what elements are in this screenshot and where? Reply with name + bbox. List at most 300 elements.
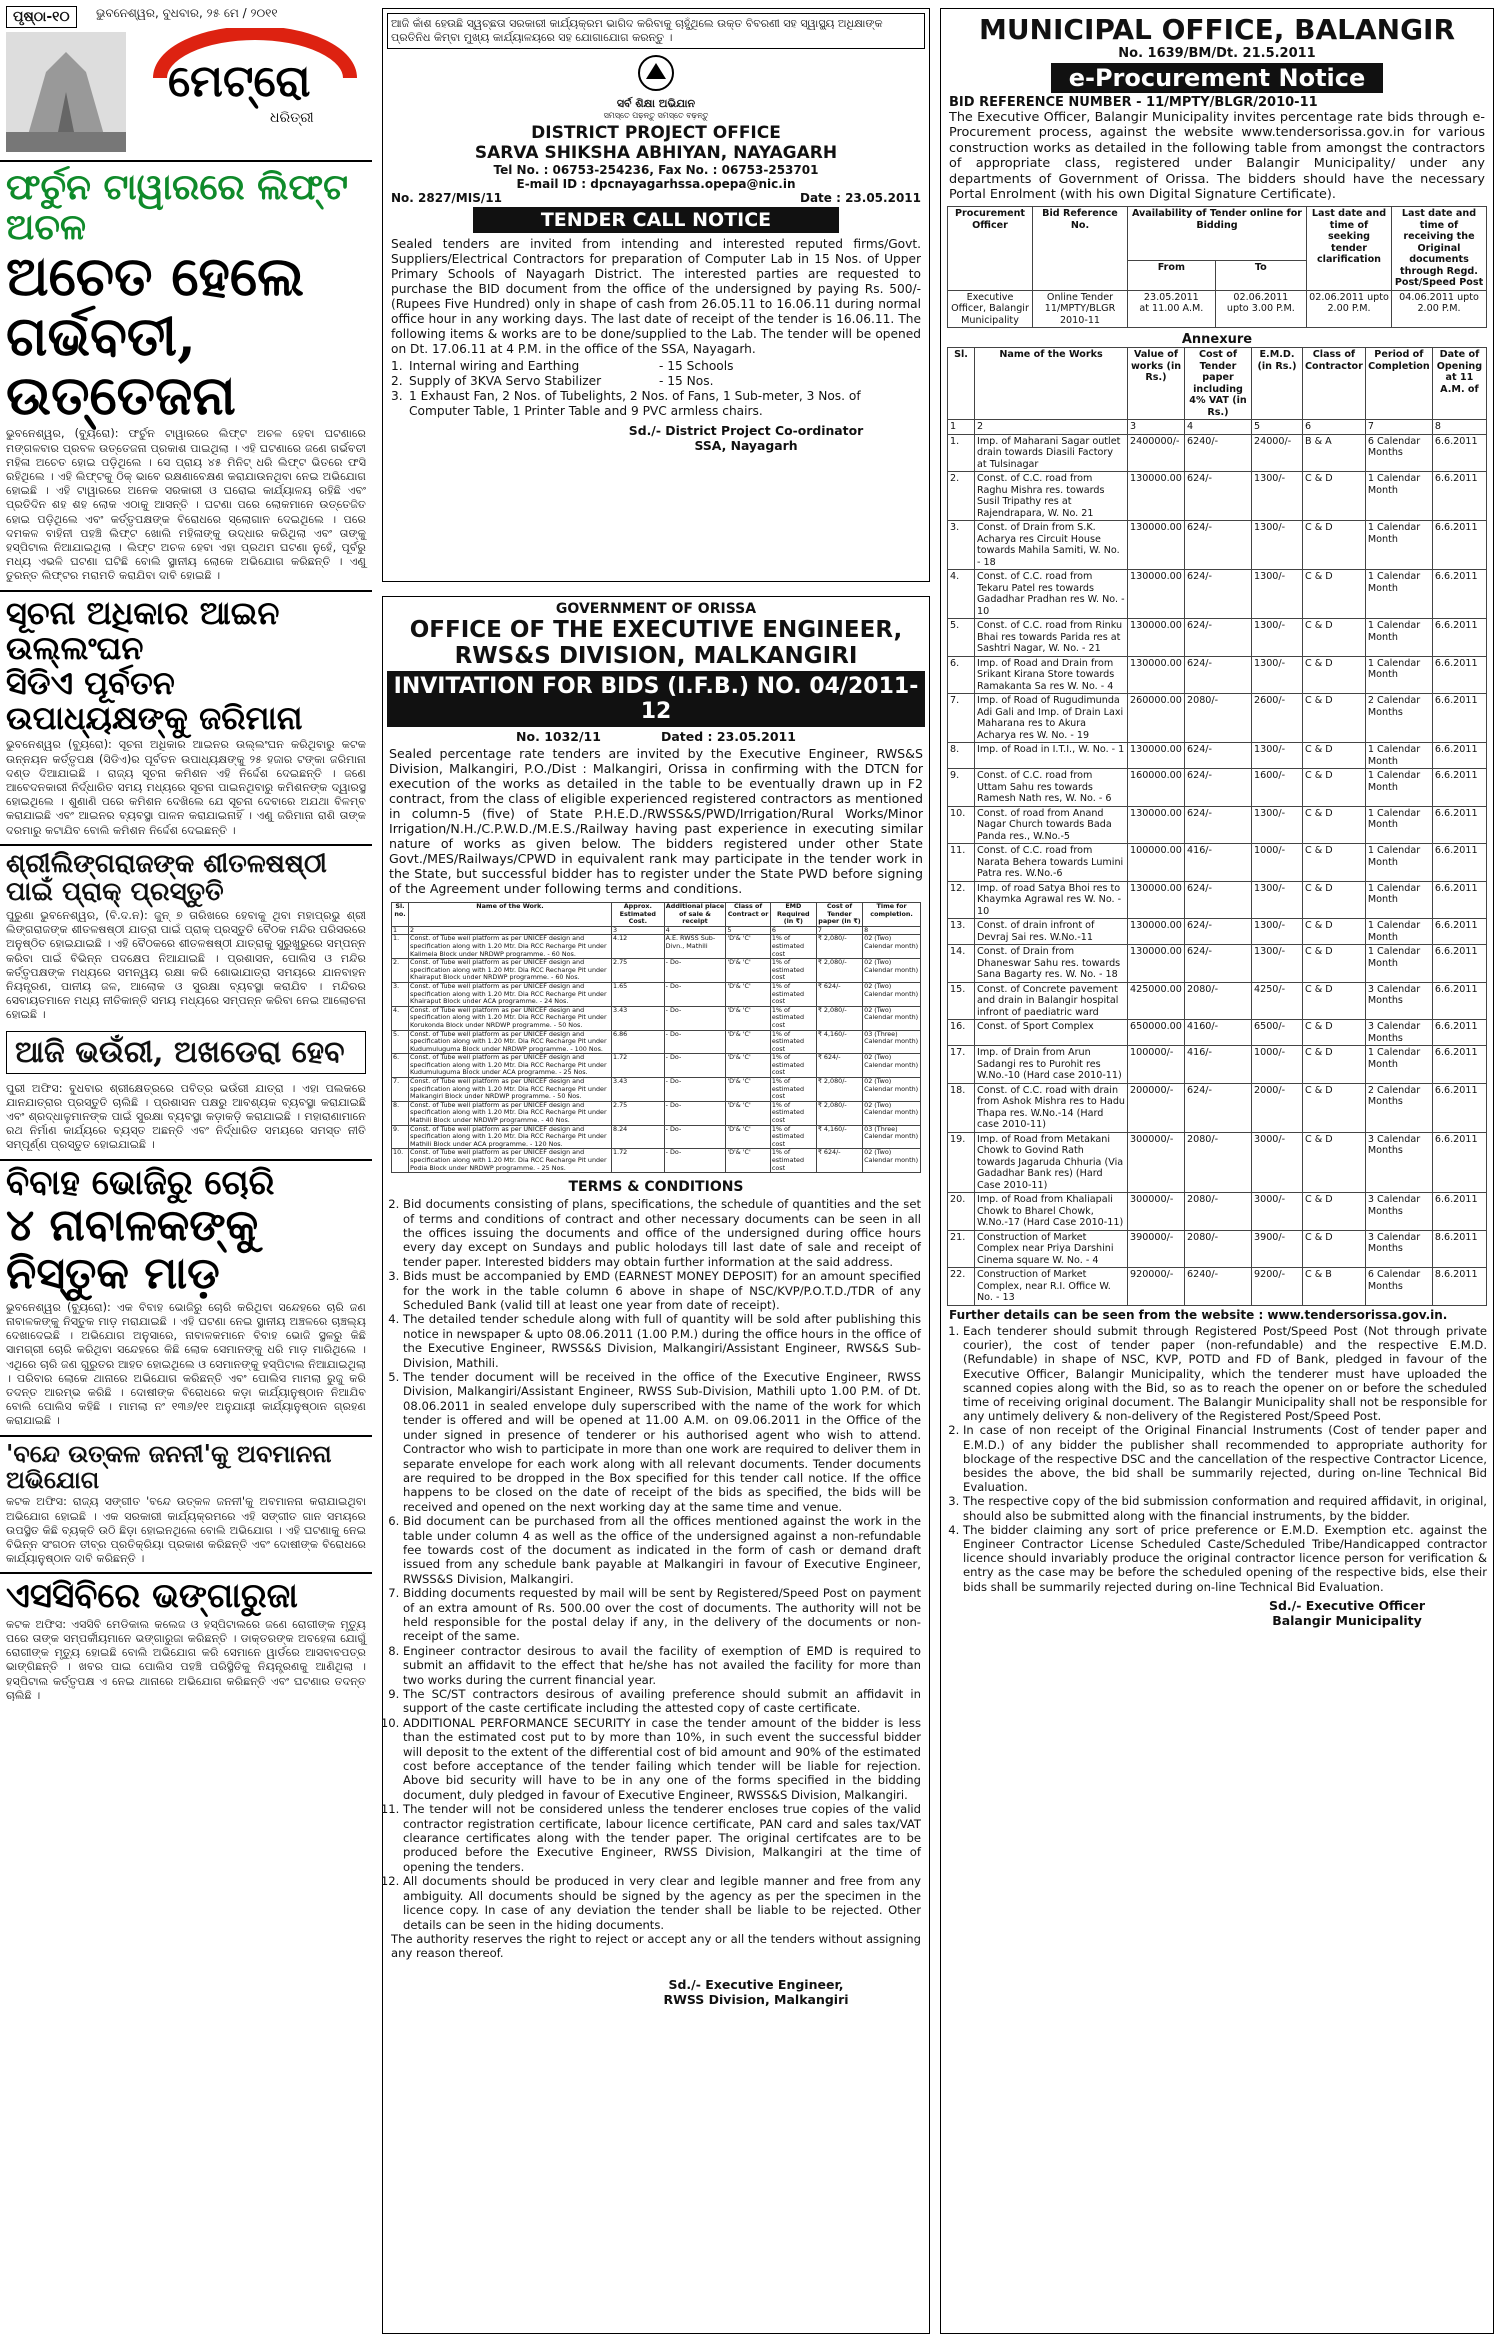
ifb-notice-box: [382, 596, 930, 2334]
table-row: [392, 1030, 921, 1054]
balangir-notice-column: [940, 0, 1499, 2339]
table-cell: 1300/-: [1252, 743, 1303, 769]
page-number: ପୃଷ୍ଠା-୧୦: [6, 6, 77, 28]
masthead-title: ମେଟ୍ରୋ: [168, 56, 311, 107]
divider: [0, 844, 372, 846]
table-cell: 4.: [392, 1006, 409, 1030]
balangir-point: 2. In case of non receipt of the Original Financial Instruments (Cost of tender paper and E.M.D.) of any bidder the publisher shall recommended to appropriate authority for blockage of the respective DSC and the cancellation of the respective Contractor Licence, besides the above, the bid shall be summarily rejected, during on-line Technical Bid Evaluation.: [963, 1423, 1487, 1494]
table-cell: ₹ 4,160/-: [816, 1030, 862, 1054]
table-cell: 11.: [948, 844, 975, 882]
table-cell: Construction of Market Complex near Priya Darshini Cinema square W. No. - 4: [975, 1230, 1128, 1268]
ifb-intro: Sealed percentage rate tenders are invited by the Executive Engineer, RWS&S Division, Malkangiri, P.O./Dist : Malkangiri, Orissa in confirming with the DTCN for execution of the works as detailed in the table to be eventually drawn up in F2 contract, from the class of eligible experienced registered contractors as mentioned in column-5 (five) of State P.H.E.D./RWSS&S/PWD/Irrigation/Rural Works/Minor Irrigation/N.H./C.P.W.D./M.E.S./Railway having past experience in executing similar nature of works as given below. The bidders registered under other State Govt./MES/Railways/CPWD in equivalent rank may participate in the tender work in the State, but successful bidder has to register under the State PWD before signing of the Agreement under following terms and conditions.: [389, 746, 923, 896]
table-cell: 3.: [392, 982, 409, 1006]
table-cell: 1 Calendar Month: [1365, 1046, 1432, 1084]
table-cell: Const. of Concrete pavement and drain in Balangir hospital infront of paediatric ward: [975, 982, 1128, 1020]
table-row: [392, 1101, 921, 1125]
table-cell: 1 Calendar Month: [1365, 656, 1432, 694]
table-cell: Const. of Tube well platform as per UNICEF design and specification along with 1.20 Mtr. Dia RCC Recharge Pit under Mathili Block under ACA programme. - 120 Nos.: [409, 1125, 612, 1149]
table-cell: 6.6.2011: [1432, 1020, 1486, 1046]
table-cell: 1000/-: [1252, 1046, 1303, 1084]
table-cell: 03 (Three) Calendar month): [863, 1030, 921, 1054]
table-cell: 130000.00: [1128, 743, 1185, 769]
table-cell: 2 Calendar Months: [1365, 1083, 1432, 1132]
table-cell: 3 Calendar Months: [1365, 1132, 1432, 1193]
table-cell: 624/-: [1185, 570, 1252, 619]
table-cell: C & D: [1303, 806, 1366, 844]
table-cell: 3900/-: [1252, 1230, 1303, 1268]
table-cell: 1 Calendar Month: [1365, 806, 1432, 844]
table-cell: C & D: [1303, 521, 1366, 570]
table-cell: ₹ 2,080/-: [816, 1006, 862, 1030]
table-cell: 1% of estimated cost: [770, 1125, 816, 1149]
table-cell: ₹ 624/-: [816, 1054, 862, 1078]
table-cell: 6.6.2011: [1432, 1132, 1486, 1193]
date-line: ଭୁବନେଶ୍ୱର, ବୁଧବାର, ୨୫ ମେ / ୨୦୧୧: [96, 6, 278, 20]
table-cell: 650000.00: [1128, 1020, 1185, 1046]
table-cell: C & D: [1303, 982, 1366, 1020]
table-cell: 2 Calendar Months: [1365, 694, 1432, 743]
table-cell: 12.: [948, 881, 975, 919]
table-cell: 2080/-: [1185, 982, 1252, 1020]
table-cell: 6.86: [612, 1030, 665, 1054]
ifb-office-line2: RWS&S DIVISION, MALKANGIRI: [454, 643, 858, 669]
table-cell: 6.6.2011: [1432, 521, 1486, 570]
annexure-table: [947, 347, 1487, 1306]
table-cell: 6.6.2011: [1432, 656, 1486, 694]
table-cell: 2.75: [612, 959, 665, 983]
table-cell: 'D'& 'C': [726, 1006, 770, 1030]
table-row: [948, 434, 1487, 472]
table-cell: 130000.00: [1128, 919, 1185, 945]
terms-item: 8. Engineer contractor desirous to avail the facility of exemption of EMD is required to submit an affidavit to the effect that he/she has not availed the facility for more than two works during the current financial year.: [403, 1644, 921, 1687]
table-cell: 5.: [948, 619, 975, 657]
metro-logo: [150, 28, 360, 132]
ifb-date: Dated : 23.05.2011: [660, 729, 796, 744]
table-cell: 6.6.2011: [1432, 434, 1486, 472]
table-cell: 3.43: [612, 1006, 665, 1030]
table-row: [392, 982, 921, 1006]
table-cell: 'D'& 'C': [726, 959, 770, 983]
table-cell: 6.6.2011: [1432, 694, 1486, 743]
scb-story: କଟକ ଅଫିସ: ଏସସିବି ମେଡିକାଲ କଲେଜ ଓ ହସ୍ପିଟାଲରେ ଜଣେ ରୋଗୀଙ୍କ ମୃତ୍ୟୁ ପରେ ତାଙ୍କ ସମ୍ପର୍କୀୟମାନେ ଭଙ୍ଗାରୁଜା କରିଛନ୍ତି । ଡାକ୍ତରଙ୍କ ଅବହେଳା ଯୋଗୁଁ ରୋଗୀଙ୍କ ମୃତ୍ୟୁ ହୋଇଛି ବୋଲି ଅଭିଯୋଗ କରି ସେମାନେ ୱାର୍ଡରେ ଆସବାବପତ୍ର ଭାଙ୍ଗିଛନ୍ତି । ଖବର ପାଇ ପୋଲିସ ପହଞ୍ଚି ପରିସ୍ଥିତିକୁ ନିୟନ୍ତ୍ରଣକୁ ଆଣିଥିଲା । ହସ୍ପିଟାଲ କର୍ତ୍ତୃପକ୍ଷ ଏ ନେଇ ଥାନାରେ ଅଭିଯୋଗ କରିଛନ୍ତି ଏବଂ ଘଟଣାର ତଦନ୍ତ ଚାଲିଛି ।: [6, 1617, 366, 1702]
table-row: [948, 919, 1487, 945]
ifb-no: No. 1032/11: [516, 729, 601, 744]
table-cell: 02 (Two) Calendar month): [863, 982, 921, 1006]
terms-item: 3. Bids must be accompanied by EMD (EARNEST MONEY DEPOSIT) for an amount specified for the work in the table column 6 above in shape of NSC/KVP/P.O.T.D./TDR of any Scheduled Bank (valid till at least one year from date of receipt).: [403, 1269, 921, 1312]
table-cell: 3000/-: [1252, 1193, 1303, 1231]
table-cell: 200000/-: [1128, 1083, 1185, 1132]
table-header: From To: [948, 261, 1487, 291]
table-cell: C & D: [1303, 694, 1366, 743]
table-cell: ₹ 2,080/-: [816, 935, 862, 959]
table-cell: 6.6.2011: [1432, 982, 1486, 1020]
table-cell: 1% of estimated cost: [770, 1078, 816, 1102]
table-cell: 10.: [948, 806, 975, 844]
table-cell: Const. of Tube well platform as per UNICEF design and specification along with 1.20 Mtr. Dia RCC Recharge Pit under Khairaput Block under NRDWP programme. - 60 Nos.: [409, 959, 612, 983]
table-header: Sl. no. Name of the Work. Approx. Estimated Cost. Additional place of sale & receipt Class of Contract or EMD Required (in ₹) Cost of Tender paper (in ₹) Time for completion.: [392, 903, 921, 927]
table-cell: B & A: [1303, 434, 1366, 472]
table-cell: 2.: [948, 472, 975, 521]
table-cell: 1300/-: [1252, 656, 1303, 694]
table-cell: 02 (Two) Calendar month): [863, 935, 921, 959]
table-cell: 02 (Two) Calendar month): [863, 1054, 921, 1078]
table-cell: 1% of estimated cost: [770, 1030, 816, 1054]
rti-subheadline: ସିଡିଏ ପୂର୍ବତନ ଉପାଧ୍ୟକ୍ଷଙ୍କୁ ଜରିମାନା: [6, 663, 303, 738]
ssa-body: Sealed tenders are invited from intending and interested reputed firms/Govt. Suppliers/Electrical Contractors for preparation of Computer Lab in 15 Nos. of Upper Primary Schools of Nayagarh District. The interested parties are requested to purchase the BID document from the office of the undersigned by paying Rs. 500/- (Rupees Five Hundred) only in shape of cash from 26.05.11 to 16.06.11 during normal office hour in any working days. The last date of receipt of the tender is 16.06.11. The following items & works are to be done/supplied to the Lab. The tender will be opened on Dt. 17.06.11 at 4 P.M. in the office of the SSA, Nayagarh.: [391, 237, 921, 356]
table-cell: Const. of Tube well platform as per UNICEF design and specification along with 1.20 Mtr. Dia RCC Recharge Pit under Kudumuluguma Block under ACA programme. - 25 Nos.: [409, 1054, 612, 1078]
ifb-works-table: [391, 902, 921, 1173]
table-cell: 130000.00: [1128, 472, 1185, 521]
table-cell: Const. of Tube well platform as per UNICEF design and specification along with 1.20 Mtr. Dia RCC Recharge Pit under Kudumuluguma Block under NRDWP programme. - 100 Nos.: [409, 1030, 612, 1054]
terms-item: 11. The tender will not be considered unless the tenderer encloses true copies of the valid contractor registration certificate, labour licence certificate, PAN card and sales tax/VAT clearance certificates along with the tender paper. The original certifcates are to be produced before the Executive Engineer, RWSS Division, Malkangiri at the time of opening the tenders.: [403, 1802, 921, 1874]
table-cell: Const. of C.C. road from Narata Behera towards Lumini Patra res. W.No.-6: [975, 844, 1128, 882]
table-row: [948, 694, 1487, 743]
ssa-logo-icon: [636, 53, 676, 93]
table-cell: Const. of Tube well platform as per UNICEF design and specification along with 1.20 Mtr. Dia RCC Recharge Pit under Podia Block under NRDWP programme. - 25 Nos.: [409, 1149, 612, 1173]
table-cell: - Do-: [664, 1054, 726, 1078]
table-row: [948, 656, 1487, 694]
table-cell: 8.: [392, 1101, 409, 1125]
table-cell: 'D'& 'C': [726, 982, 770, 1006]
table-cell: 'D'& 'C': [726, 1125, 770, 1149]
table-cell: C & B: [1303, 1268, 1366, 1306]
table-cell: 3.: [948, 521, 975, 570]
balangir-intro: The Executive Officer, Balangir Municipality invites percentage rate bids through e-Procurement process, against the website www.tendersorissa.gov.in for various construction works as detailed in the following table from amongst the contractors of appropriate class, registered under Balangir Municipality/ under any departments of Government of Orissa. The bidders should have the necessary Portal Enrolment (with his own Digital Signature Certificate).: [949, 110, 1485, 203]
table-cell: 920000/-: [1128, 1268, 1185, 1306]
masthead: [0, 0, 372, 162]
table-cell: 2080/-: [1185, 1230, 1252, 1268]
table-cell: 13.: [948, 919, 975, 945]
ifb-signature-office: RWSS Division, Malkangiri: [663, 1991, 849, 2007]
table-cell: Const. of C.C. road from Rinku Bhai res towards Parida res at Sashtri Nagar, W. No. - 21: [975, 619, 1128, 657]
ssa-email: E-mail ID : dpcnayagarhssa.opepa@nic.in: [516, 177, 796, 191]
table-cell: Const. of Tube well platform as per UNICEF design and specification along with 1.20 Mtr. Dia RCC Recharge Pit under Kalimela Block under NRDWP programme. - 60 Nos.: [409, 935, 612, 959]
table-cell: 6.: [392, 1054, 409, 1078]
table-row: [948, 619, 1487, 657]
table-cell: 8.6.2011: [1432, 1268, 1486, 1306]
table-row: [948, 743, 1487, 769]
table-row: [948, 1230, 1487, 1268]
table-row: [392, 1054, 921, 1078]
table-cell: 02 (Two) Calendar month): [863, 1149, 921, 1173]
table-cell: Imp. of Maharani Sagar outlet drain towards Diasili Factory at Tulsinagar: [975, 434, 1128, 472]
anthem-headline: 'ବନ୍ଦେ ଉତ୍କଳ ଜନନୀ'କୁ ଅବମାନନା ଅଭିଯୋଗ: [6, 1438, 332, 1494]
annexure-title: Annexure: [1181, 332, 1253, 348]
terms-item: 9. The SC/ST contractors desirous of availing preference should submit an affidavit in support of the caste certificate including the attested copy of caste certificate.: [403, 1687, 921, 1716]
table-cell: 416/-: [1185, 1046, 1252, 1084]
masthead-subtitle: ଧରିତ୍ରୀ: [270, 110, 314, 126]
table-cell: 6.6.2011: [1432, 919, 1486, 945]
table-cell: 130000.00: [1128, 806, 1185, 844]
table-cell: 1 Calendar Month: [1365, 472, 1432, 521]
table-cell: 16.: [948, 1020, 975, 1046]
table-cell: 17.: [948, 1046, 975, 1084]
table-row: [392, 1078, 921, 1102]
table-cell: 3 Calendar Months: [1365, 1230, 1432, 1268]
table-cell: Const. of C.C. road from Uttam Sahu res towards Ramesh Nath res, W. No. - 6: [975, 769, 1128, 807]
table-cell: 20.: [948, 1193, 975, 1231]
table-cell: C & D: [1303, 1230, 1366, 1268]
table-cell: 1 Calendar Month: [1365, 919, 1432, 945]
table-cell: 9200/-: [1252, 1268, 1303, 1306]
table-cell: 6.6.2011: [1432, 769, 1486, 807]
table-cell: 15.: [948, 982, 975, 1020]
table-cell: 1300/-: [1252, 945, 1303, 983]
table-cell: 624/-: [1185, 472, 1252, 521]
table-cell: 19.: [948, 1132, 975, 1193]
table-cell: 02 (Two) Calendar month): [863, 959, 921, 983]
table-cell: 2080/-: [1185, 694, 1252, 743]
table-cell: 1300/-: [1252, 472, 1303, 521]
table-cell: Imp. of Road of Rugudimunda Adi Gali and Imp. of Drain Laxi Maharana res to Akura Acharya res W. No. - 19: [975, 694, 1128, 743]
table-cell: 1 Calendar Month: [1365, 743, 1432, 769]
table-cell: 300000/-: [1128, 1193, 1185, 1231]
table-row: [392, 935, 921, 959]
table-row: [948, 1268, 1487, 1306]
table-cell: 624/-: [1185, 1083, 1252, 1132]
table-cell: C & D: [1303, 1132, 1366, 1193]
table-cell: 3 Calendar Months: [1365, 1193, 1432, 1231]
table-cell: Const. of Drain from Dhaneswar Sahu res. towards Sana Bagarty res. W. No. - 18: [975, 945, 1128, 983]
table-cell: 1.65: [612, 982, 665, 1006]
table-row: [948, 521, 1487, 570]
terms-item: 4. The detailed tender schedule along with full of quantity will be sold after publishing this notice in newspaper & upto 08.06.2011 (1.00 P.M.) during the office hours in the office of the Executive Engineer, RWSS&S Division, Malkangiri/Assistant Engineer, RWS&S Sub-Division, Mathili.: [403, 1312, 921, 1370]
table-cell: Const. of Tube well platform as per UNICEF design and specification along with 1.20 Mtr. Dia RCC Recharge Pit under Korukonda Block under NRDWP programme. - 50 Nos.: [409, 1006, 612, 1030]
table-cell: 2600/-: [1252, 694, 1303, 743]
table-cell: C & D: [1303, 945, 1366, 983]
table-cell: Imp. of Road from Metakani Chowk to Govind Rath towards Jagaruda Chhuria (Via Gadadhar Bank res) (Hard Case 2010-11): [975, 1132, 1128, 1193]
table-cell: 1000/-: [1252, 844, 1303, 882]
table-row: [948, 945, 1487, 983]
table-cell: 260000.00: [1128, 694, 1185, 743]
table-cell: 624/-: [1185, 881, 1252, 919]
table-cell: ₹ 2,080/-: [816, 1078, 862, 1102]
table-cell: 416/-: [1185, 844, 1252, 882]
table-row: [948, 982, 1487, 1020]
table-cell: Const. of Tube well platform as per UNICEF design and specification along with 1.20 Mtr. Dia RCC Recharge Pit under Malkangiri Block under NRDWP programme. - 50 Nos.: [409, 1078, 612, 1102]
table-cell: - Do-: [664, 1030, 726, 1054]
table-cell: 8.24: [612, 1125, 665, 1149]
table-cell: 10.: [392, 1149, 409, 1173]
anthem-story: କଟକ ଅଫିସ: ରାଜ୍ୟ ସଙ୍ଗୀତ 'ବନ୍ଦେ ଉତ୍କଳ ଜନନୀ'କୁ ଅବମାନନା କରାଯାଇଥିବା ଅଭିଯୋଗ ହୋଇଛି । ଏକ ସରକାରୀ କାର୍ଯ୍ୟକ୍ରମରେ ଏହି ସଙ୍ଗୀତ ଗାନ ସମୟରେ ଉପସ୍ଥିତ କିଛି ବ୍ୟକ୍ତି ଉଠି ଛିଡ଼ା ହୋଇନଥିଲେ ବୋଲି ଅଭିଯୋଗ । ଏହି ଘଟଣାକୁ ନେଇ ବିଭିନ୍ନ ସଂଗଠନ ତୀବ୍ର ପ୍ରତିକ୍ରିୟା ପ୍ରକାଶ କରିଛନ୍ତି ଏବଂ ଦୋଷୀଙ୍କ ବିରୋଧରେ କାର୍ଯ୍ୟାନୁଷ୍ଠାନ ଦାବି କରିଛନ୍ତି ।: [6, 1495, 366, 1566]
table-cell: 6.6.2011: [1432, 743, 1486, 769]
table-cell: 'D'& 'C': [726, 1030, 770, 1054]
table-cell: ₹ 2,080/-: [816, 1101, 862, 1125]
table-cell: 6500/-: [1252, 1020, 1303, 1046]
further-details: Further details can be seen from the website : www.tendersorissa.gov.in.: [949, 1307, 1448, 1322]
table-cell: Imp. of Road and Drain from Srikant Kirana Store towards Ramakanta Sa res W. No. - 4: [975, 656, 1128, 694]
ssa-org: SARVA SHIKSHA ABHIYAN, NAYAGARH: [474, 143, 838, 163]
scb-headline: ଏସସିବିରେ ଭଙ୍ଗାରୁଜା: [6, 1576, 298, 1617]
table-cell: 'D'& 'C': [726, 1054, 770, 1078]
lingaraj-story: ପୁରୁଣା ଭୁବନେଶ୍ୱର, (ବି.ଦ.ନ): ଜୁନ୍ ୭ ତାରିଖରେ ହେବାକୁ ଥିବା ମହାପ୍ରଭୁ ଶ୍ରୀ ଲିଙ୍ଗରାଜଙ୍କ ଶୀତଳଷଷ୍ଠୀ ଯାତ୍ରା ପାଇଁ ପ୍ରାକ୍ ପ୍ରସ୍ତୁତି ବୈଠକ ମନ୍ଦିର ପରିସରରେ ଅନୁଷ୍ଠିତ ହୋଇଯାଇଛି । ଏହି ବୈଠକରେ ଶୀତଳଷଷ୍ଠୀ ଯାତ୍ରାକୁ ସୁରୁଖୁରୁରେ ସମ୍ପନ୍ନ କରିବା ପାଇଁ ବିଭିନ୍ନ ପଦକ୍ଷେପ ନିଆଯାଇଛି । ପ୍ରଶାସନ, ପୋଲିସ ଓ ମନ୍ଦିର କର୍ତ୍ତୃପକ୍ଷଙ୍କ ମଧ୍ୟରେ ସମନ୍ୱୟ ରକ୍ଷା କରି ଶୋଭାଯାତ୍ରା ସମୟରେ ଯାନବାହନ ନିୟନ୍ତ୍ରଣ, ପାନୀୟ ଜଳ, ଆଲୋକ ଓ ସୁରକ୍ଷା ବ୍ୟବସ୍ଥା କରାଯିବ । ମନ୍ଦିରର ସେବାୟତମାନେ ମଧ୍ୟ ନୀତିକାନ୍ତି ସମୟ ମଧ୍ୟରେ ସମ୍ପନ୍ନ କରିବା ନେଇ ଆଲୋଚନା ହୋଇଛି ।: [6, 908, 366, 1022]
table-row: [948, 472, 1487, 521]
table-cell: 6.: [948, 656, 975, 694]
table-cell: 130000.00: [1128, 570, 1185, 619]
table-row: [948, 1132, 1487, 1193]
ifb-table-body: [392, 935, 921, 1173]
table-row: [948, 806, 1487, 844]
table-cell: C & D: [1303, 769, 1366, 807]
table-cell: 3.43: [612, 1078, 665, 1102]
table-cell: 6.6.2011: [1432, 945, 1486, 983]
table-cell: 130000.00: [1128, 656, 1185, 694]
bhaunri-story: ପୁରୀ ଅଫିସ: ବୁଧବାର ଶ୍ରୀକ୍ଷେତ୍ରରେ ପବିତ୍ର ଭଉଁରୀ ଯାତ୍ରା । ଏହା ପଲକରେ ଯାନଯାତ୍ରାର ପ୍ରସ୍ତୁତି ଚାଲିଛି । ପ୍ରଶାସନ ପକ୍ଷରୁ ଆବଶ୍ୟକ ବ୍ୟବସ୍ଥା କରାଯାଇଛି ଏବଂ ଶ୍ରଦ୍ଧାଳୁମାନଙ୍କ ପାଇଁ ସୁରକ୍ଷା ବ୍ୟବସ୍ଥା କଡ଼ାକଡ଼ି କରାଯାଇଛି । ମହାରାଣାମାନେ ରଥ ନିର୍ମାଣ କାର୍ଯ୍ୟରେ ବ୍ୟସ୍ତ ଅଛନ୍ତି ଏବଂ ନିର୍ଦ୍ଧାରିତ ସମୟରେ ସମସ୍ତ ନୀତି ସମ୍ପୂର୍ଣ୍ଣ ପ୍ରସ୍ତୁତ ହୋଇଯାଇଛି ।: [6, 1081, 366, 1152]
table-cell: Const. of road from Anand Nagar Church towards Bada Panda res., W.No.-5: [975, 806, 1128, 844]
table-cell: 100000/-: [1128, 1046, 1185, 1084]
table-cell: Const. of C.C. road with drain from Ashok Mishra res to Hadu Thapa res. W.No.-14 (Hard case 2010-11): [975, 1083, 1128, 1132]
table-cell: - Do-: [664, 1006, 726, 1030]
table-cell: 130000.00: [1128, 521, 1185, 570]
table-row: [392, 1006, 921, 1030]
table-cell: 4.12: [612, 935, 665, 959]
balangir-title: MUNICIPAL OFFICE, BALANGIR: [978, 13, 1456, 46]
bhaunri-headline: ଆଜି ଭଉଁରୀ, ଅଖଡେରା ହେବ: [6, 1031, 366, 1074]
ssa-item: 1. Internal wiring and Earthing - 15 Schools: [391, 359, 734, 373]
table-cell: 1600/-: [1252, 769, 1303, 807]
table-cell: C & D: [1303, 1046, 1366, 1084]
table-cell: 6.6.2011: [1432, 1193, 1486, 1231]
table-cell: 'D'& 'C': [726, 1078, 770, 1102]
rti-story: ଭୁବନେଶ୍ୱର (ବ୍ୟୁରୋ): ସୂଚନା ଅଧିକାର ଆଇନର ଉଲ୍ଲଂଘନ କରିଥିବାରୁ କଟକ ଉନ୍ନୟନ କର୍ତ୍ତୃପକ୍ଷ (ସିଡିଏ)ର ପୂର୍ବତନ ଉପାଧ୍ୟକ୍ଷଙ୍କୁ ୨୫ ହଜାର ଟଙ୍କା ଜରିମାନା ଦଣ୍ଡ ଦିଆଯାଇଛି । ରାଜ୍ୟ ସୂଚନା କମିଶନ ଏହି ନିର୍ଦ୍ଦେଶ ଦେଇଛନ୍ତି । ଜଣେ ଆବେଦନକାରୀ ନିର୍ଦ୍ଧାରିତ ସମୟ ମଧ୍ୟରେ ସୂଚନା ପାଇନଥିବାରୁ କମିଶନଙ୍କ ଦ୍ୱାରସ୍ଥ ହୋଇଥିଲେ । ଶୁଣାଣି ପରେ କମିଶନ ଦେଖିଲେ ଯେ ସୂଚନା ଦେବାରେ ଅଯଥା ବିଳମ୍ବ କରାଯାଇଛି ଏବଂ ଆଇନର ବ୍ୟବସ୍ଥା ପାଳନ କରାଯାଇନାହିଁ । ଏଣୁ ଜରିମାନା ରାଶି ତାଙ୍କ ଦରମାରୁ କଟାଯିବ ବୋଲି କମିଶନ ନିର୍ଦ୍ଦେଶ ଦେଇଛନ୍ତି ।: [6, 738, 366, 837]
table-cell: C & D: [1303, 1083, 1366, 1132]
table-cell: 6240/-: [1185, 1268, 1252, 1306]
table-cell: 1.72: [612, 1149, 665, 1173]
table-cell: 02 (Two) Calendar month): [863, 1078, 921, 1102]
table-cell: Const. of drain infront of Devraj Sai res. W.No.-11: [975, 919, 1128, 945]
table-cell: 3 Calendar Months: [1365, 982, 1432, 1020]
table-cell: 624/-: [1185, 919, 1252, 945]
table-cell: C & D: [1303, 656, 1366, 694]
table-cell: 18.: [948, 1083, 975, 1132]
table-cell: 4250/-: [1252, 982, 1303, 1020]
table-row: [948, 844, 1487, 882]
terms-item: 12. All documents should be produced in very clear and legible manner and free from any ambiguity. All documents should be signed by the agency as per the specimen in the licence copy. In case of any deviation the tender shall be liable to be rejected. Other details can be seen in the hiding documents.: [403, 1874, 921, 1932]
table-cell: 1% of estimated cost: [770, 1054, 816, 1078]
table-cell: 2400000/-: [1128, 434, 1185, 472]
ssa-top-note: ଆଜି କାଁଶ ହେଉଛି ସ୍ୱଚ୍ଛତା ସରକାରୀ କାର୍ଯ୍ୟକ୍ରମ ଭାଗିଦ କରିବାକୁ ଚାହୁଁଥିଲେ ଉକ୍ତ ବିବରଣୀ ସହ ସ୍ୱାସ୍ଥ୍ୟ ଅଧିକ୍ଷାଙ୍କ ପ୍ରତିନିଧ କିମ୍ବା ମୁଖ୍ୟ କାର୍ଯ୍ୟାଳୟରେ ସହ ଯୋଗାଯୋଗ କରନ୍ତୁ ।: [387, 13, 925, 49]
table-cell: C & D: [1303, 844, 1366, 882]
table-cell: 1% of estimated cost: [770, 1006, 816, 1030]
balangir-points-list: [941, 1324, 1493, 1594]
table-cell: 'D'& 'C': [726, 1101, 770, 1125]
table-cell: 624/-: [1185, 769, 1252, 807]
table-cell: 22.: [948, 1268, 975, 1306]
table-cell: 'D'& 'C': [726, 935, 770, 959]
table-cell: Const. of C.C. road from Raghu Mishra res. towards Susil Tripathy res at Rajendrapara, W. No. 21: [975, 472, 1128, 521]
bid-reference: BID REFERENCE NUMBER - 11/MPTY/BLGR/2010-11: [949, 95, 1318, 110]
table-row: [392, 959, 921, 983]
table-cell: 624/-: [1185, 656, 1252, 694]
theft-story: ଭୁବନେଶ୍ୱର (ବ୍ୟୁରୋ): ଏକ ବିବାହ ଭୋଜିରୁ ଚୋରି କରିଥିବା ସନ୍ଦେହରେ ଚାରି ଜଣ ନାବାଳକଙ୍କୁ ନିସ୍ତୁକ ମାଡ଼ ମରାଯାଇଛି । ଏହି ଘଟଣା ନେଇ ସ୍ଥାନୀୟ ଅଞ୍ଚଳରେ ଚାଞ୍ଚଲ୍ୟ ଦେଖାଦେଇଛି । ଅଭିଯୋଗ ଅନୁସାରେ, ନାବାଳକମାନେ ବିବାହ ଭୋଜି ସ୍ଥଳରୁ କିଛି ସାମଗ୍ରୀ ଚୋରି କରିଥିବା ସନ୍ଦେହରେ କିଛି ଲୋକ ସେମାନଙ୍କୁ ଧରି ମାଡ଼ ମାରିଥିଲେ । ଏଥିରେ ଚାରି ଜଣ ଗୁରୁତର ଆହତ ହୋଇଥିଲେ ଓ ସେମାନଙ୍କୁ ହସ୍ପିଟାଲ ନିଆଯାଇଥିଲା । ପରିବାର ଲୋକେ ଥାନାରେ ଅଭିଯୋଗ କରିଛନ୍ତି ଏବଂ ପୋଲିସ ମାମଲା ରୁଜୁ କରି ତଦନ୍ତ ଆରମ୍ଭ କରିଛି । ଦୋଷୀଙ୍କ ବିରୋଧରେ କଡ଼ା କାର୍ଯ୍ୟାନୁଷ୍ଠାନ ନିଆଯିବ ବୋଲି ପୋଲିସ କହିଛି । ମାମଲା ନଂ ୧୩୬/୧୧ ଅନୁଯାୟୀ କାର୍ଯ୍ୟାନୁଷ୍ଠାନ ଗ୍ରହଣ କରାଯାଇଛି ।: [6, 1300, 366, 1428]
table-cell: C & D: [1303, 881, 1366, 919]
rti-headline: ସୂଚନା ଅଧିକାର ଆଇନ ଉଲ୍ଲଂଘନ: [6, 593, 280, 667]
table-cell: 9.: [392, 1125, 409, 1149]
table-colnums: 1 2 3 4 5 6 7 8: [392, 926, 921, 935]
table-cell: A.E. RWSS Sub-Divn., Mathili: [664, 935, 726, 959]
table-cell: 624/-: [1185, 743, 1252, 769]
table-cell: 1 Calendar Month: [1365, 521, 1432, 570]
table-cell: 1 Calendar Month: [1365, 945, 1432, 983]
table-cell: 2.: [392, 959, 409, 983]
ssa-letter-date: Date : 23.05.2011: [799, 191, 921, 205]
table-cell: 1 Calendar Month: [1365, 844, 1432, 882]
table-cell: Imp. of road Satya Bhoi res to Khaymka Agrawal res W. No. - 10: [975, 881, 1128, 919]
table-cell: 1300/-: [1252, 806, 1303, 844]
table-cell: 425000.00: [1128, 982, 1185, 1020]
table-cell: 390000/-: [1128, 1230, 1185, 1268]
ssa-items: [383, 359, 929, 419]
table-cell: 3 Calendar Months: [1365, 1020, 1432, 1046]
table-cell: C & D: [1303, 743, 1366, 769]
ifb-office-line1: OFFICE OF THE EXECUTIVE ENGINEER,: [409, 617, 903, 643]
table-cell: 1300/-: [1252, 521, 1303, 570]
terms-item: 10. ADDITIONAL PERFORMANCE SECURITY in case the tender amount of the bidder is less than the estimated cost put to by more than 10%, in such event the successful bidder will deposit to the extent of the differential cost of bid amount and 90% of the estimated cost before acceptance of the tender failing which tender will be liable for rejection. Above bid security will have to be in any one of the forms specified in the bidding document, duly pledged in favour of Executive Engineer, RWSS&S Division, Malkangiri.: [403, 1716, 921, 1802]
table-cell: Const. of Sport Complex: [975, 1020, 1128, 1046]
table-cell: 1.: [392, 935, 409, 959]
table-cell: 1.: [948, 434, 975, 472]
table-cell: 2080/-: [1185, 1132, 1252, 1193]
table-colnums: 1 2 3 4 5 6 7 8: [948, 420, 1487, 435]
table-cell: 6.6.2011: [1432, 570, 1486, 619]
table-row: [392, 1125, 921, 1149]
table-cell: 4160/-: [1185, 1020, 1252, 1046]
table-cell: Imp. of Drain from Arun Sadangi res to Purohit res W.No.-10 (Hard case 2010-11): [975, 1046, 1128, 1084]
table-cell: 160000.00: [1128, 769, 1185, 807]
terms-item: 7. Bidding documents requested by mail will be sent by Registered/Speed Post on payment of an extra amount of Rs. 500.00 over the cost of documents. The authority will not be held responsible for the postal delay if any, in the delivery of the documents or non-receipt of the same.: [403, 1586, 921, 1644]
table-cell: C & D: [1303, 1020, 1366, 1046]
table-cell: C & D: [1303, 619, 1366, 657]
eprocurement-banner: e-Procurement Notice: [1051, 63, 1383, 93]
table-cell: 'D'& 'C': [726, 1149, 770, 1173]
ssa-item: 3. 1 Exhaust Fan, 2 Nos. of Tubelights, 2 Nos. of Fans, 1 Sub-meter, 3 Nos. of Computer Table, 1 Printer Table and 9 PVC armless chairs.: [391, 389, 861, 418]
table-cell: 02 (Two) Calendar month): [863, 1101, 921, 1125]
table-cell: Const. of Tube well platform as per UNICEF design and specification along with 1.20 Mtr. Dia RCC Recharge Pit under Khairaput Block under ACA programme. - 24 Nos.: [409, 982, 612, 1006]
divider: [0, 1159, 372, 1161]
table-cell: C & D: [1303, 472, 1366, 521]
table-cell: 624/-: [1185, 521, 1252, 570]
table-cell: C & D: [1303, 570, 1366, 619]
table-cell: 1% of estimated cost: [770, 1149, 816, 1173]
ssa-office: DISTRICT PROJECT OFFICE: [531, 123, 781, 143]
divider: [0, 1572, 372, 1574]
table-cell: 6.6.2011: [1432, 806, 1486, 844]
table-cell: Const. of C.C. road from Tekaru Patel res towards Gadadhar Pradhan res W. No. - 10: [975, 570, 1128, 619]
table-cell: 100000.00: [1128, 844, 1185, 882]
temple-illustration: [6, 32, 126, 152]
table-row: [948, 1020, 1487, 1046]
table-cell: Imp. of Road from Khaliapali Chowk to Bharel Chowk, W.No.-17 (Hard Case 2010-11): [975, 1193, 1128, 1231]
table-cell: 4.: [948, 570, 975, 619]
table-cell: 6.6.2011: [1432, 844, 1486, 882]
table-cell: 21.: [948, 1230, 975, 1268]
balangir-point: 1. Each tenderer should submit through Registered Post/Speed Post (Not through private courier), the cost of tender paper (non-refundable) and the respective E.M.D. (Refundable) in shape of NSC, KVP, POTD and FD of Bank, pledged in favour of the Executive Officer, Balangir Municipality, which the tenderer must have uploaded the scanned copies along with the Bid, so as to reach the opener on or before the scheduled time of receiving original document. The Balangir Municipality shall not be responsible for any untimely delivery & non-delivery of the Registered Post/Speed Post.: [963, 1324, 1487, 1423]
table-cell: 624/-: [1185, 806, 1252, 844]
balangir-point: 4. The bidder claiming any sort of price preference or E.M.D. Exemption etc. against the Engineer Contractor License Scheduled Caste/Scheduled Tribe/Handicapped contractor licence should invariably produce the original contractor licence person for verification & entry as the case may be before the scheduled opening of the respective bids, else their bids shall be summarily rejected during on-line Technical Bid Evaluation.: [963, 1523, 1487, 1594]
ssa-signature-office: SSA, Nayagarh: [694, 438, 798, 453]
table-cell: 300000/-: [1128, 1132, 1185, 1193]
balangir-signature-office: Balangir Municipality: [1272, 1612, 1422, 1628]
table-cell: Const. of Drain from S.K. Acharya res Circuit House towards Mahila Samiti, W. No. - 18: [975, 521, 1128, 570]
table-row: [392, 1149, 921, 1173]
table-cell: ₹ 624/-: [816, 1149, 862, 1173]
table-cell: - Do-: [664, 1101, 726, 1125]
table-cell: 02 (Two) Calendar month): [863, 1006, 921, 1030]
table-cell: 9.: [948, 769, 975, 807]
table-row: [948, 881, 1487, 919]
table-row: [948, 570, 1487, 619]
ssa-signature: Sd./- District Project Co-ordinator: [628, 423, 864, 438]
